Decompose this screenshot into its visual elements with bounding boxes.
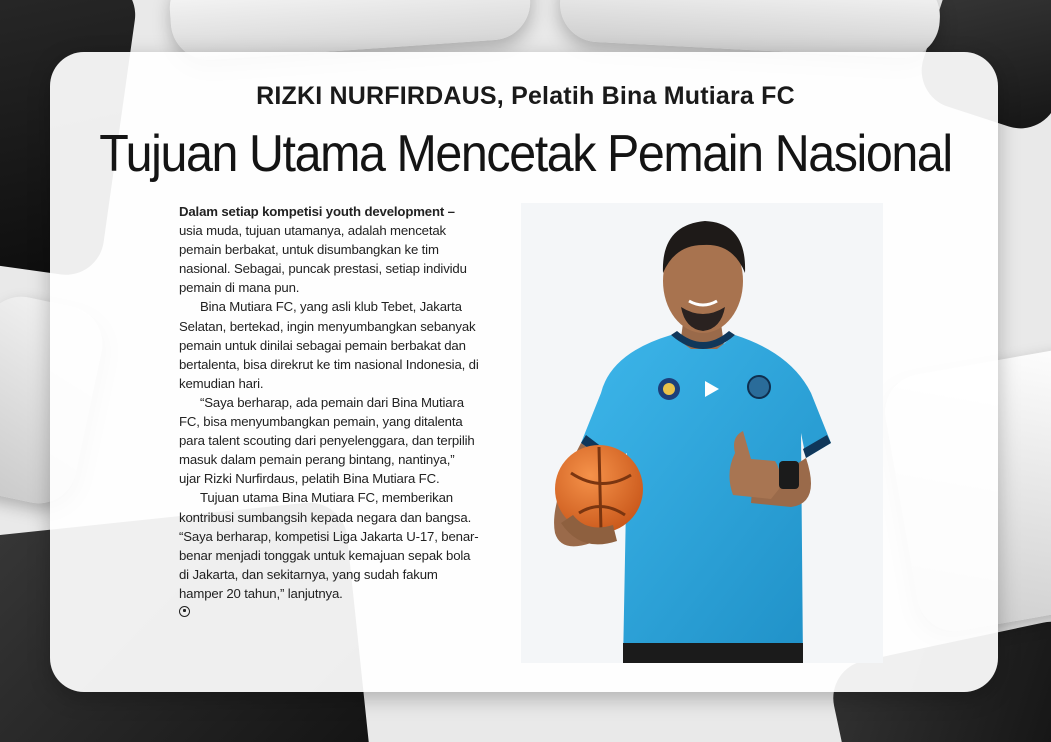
article-kicker: RIZKI NURFIRDAUS, Pelatih Bina Mutiara FC: [256, 82, 795, 110]
paragraph-1: Bina Mutiara FC, yang asli klub Tebet, Jakarta Selatan, bertekad, ingin menyumbangkan sebanyak pemain untuk dinilai sebagai pemain berbakat dan bertalenta, bisa direkrut ke tim nasional Indonesia, di kemudian hari.: [179, 299, 479, 391]
lead-paragraph: [179, 202, 479, 297]
article-body: [179, 202, 479, 622]
article-headline: Tujuan Utama Mencetak Pemain Nasional: [99, 125, 952, 183]
end-mark-icon: [179, 606, 190, 617]
bg-tile: [558, 0, 942, 60]
lead-text: usia muda, tujuan utamanya, adalah mencetak pemain berbakat, untuk disumbangkan ke tim nasional. Sebagai, puncak prestasi, setiap individu pemain di mana pun.: [179, 223, 467, 296]
paragraph-3: Tujuan utama Bina Mutiara FC, memberikan kontribusi sumbangsih kepada negara dan bangsa. “Saya berharap, kompetisi Liga Jakarta U-17, benar-benar menjadi tonggak untuk kemajuan sepak bola di Jakarta, dan sekitarnya, yang sudah fakum hamper 20 tahun,” lanjutnya.: [179, 490, 479, 601]
coach-photo: [521, 203, 883, 663]
lead-bold-text: Dalam setiap kompetisi youth development –: [179, 204, 455, 219]
paragraph-2: “Saya berharap, ada pemain dari Bina Mutiara FC, bisa menyumbangkan pemain, yang ditalenta para talent scouting dari penyelenggara, dan terpilih masuk dalam pemain perang bintang, nantinya,” ujar Rizki Nurfirdaus, pelatih Bina Mutiara FC.: [179, 394, 475, 487]
coach-illustration: [521, 203, 883, 663]
